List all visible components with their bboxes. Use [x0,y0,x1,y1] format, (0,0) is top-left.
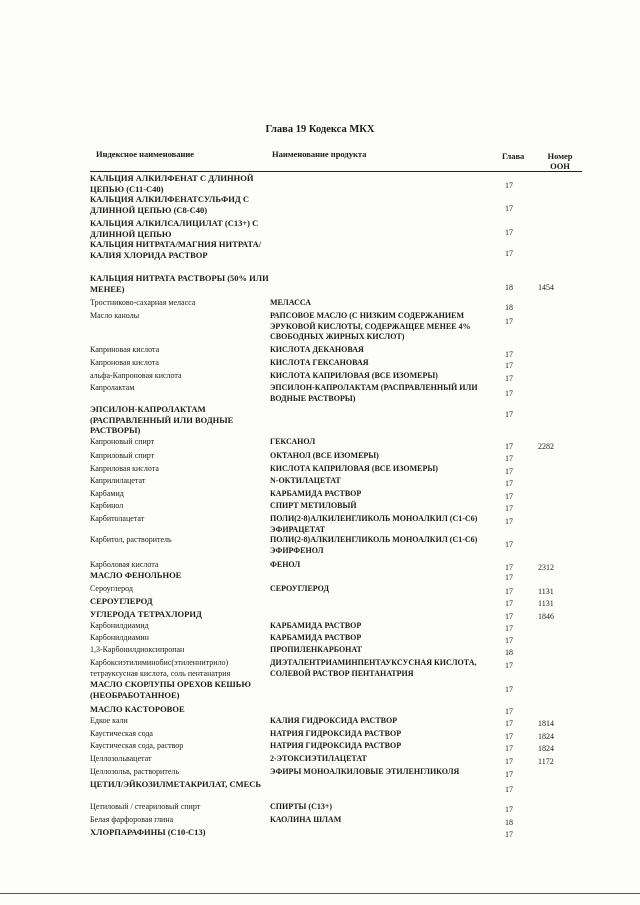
un-number-cell: 1824 [538,732,554,741]
chapter-cell: 17 [505,389,513,398]
chapter-cell: 17 [505,479,513,488]
chapter-cell: 17 [505,661,513,670]
chapter-cell: 17 [505,204,513,213]
index-name-cell: МАСЛО СКОРЛУПЫ ОРЕХОВ КЕШЬЮ (НЕОБРАБОТАННОЕ) [90,679,251,700]
header-chapter: Глава [502,151,525,161]
product-name-cell: КАРБАМИДА РАСТВОР [270,621,362,630]
chapter-cell: 17 [505,685,513,694]
product-name-cell: ЭПСИЛОН-КАПРОЛАКТАМ (РАСПРАВЛЕННЫЙ ИЛИ ВОДНЫЕ РАСТВОРЫ) [270,383,478,403]
chapter-cell: 17 [505,504,513,513]
chapter-cell: 17 [505,719,513,728]
index-name-cell: Целлозольвацетат [90,754,152,763]
un-number-cell: 1172 [538,757,554,766]
chapter-cell: 17 [505,732,513,741]
un-number-cell: 1846 [538,612,554,621]
product-name-cell: КИСЛОТА КАПРИЛОВАЯ (ВСЕ ИЗОМЕРЫ) [270,371,438,380]
index-name-cell: Карбонилдиамин [90,633,149,642]
chapter-cell: 17 [505,757,513,766]
header-divider [90,171,582,172]
index-name-cell: КАЛЬЦИЯ НИТРАТА РАСТВОРЫ (50% ИЛИ МЕНЕЕ) [90,273,269,294]
product-name-cell: СЕРОУГЛЕРОД [270,584,329,593]
product-name-cell: КИСЛОТА ГЕКСАНОВАЯ [270,358,369,367]
chapter-cell: 17 [505,228,513,237]
product-name-cell: КИСЛОТА КАПРИЛОВАЯ (ВСЕ ИЗОМЕРЫ) [270,464,438,473]
product-name-cell: ФЕНОЛ [270,560,301,569]
index-name-cell: Капроновый спирт [90,437,155,446]
un-number-cell: 1814 [538,719,554,728]
index-name-cell: Каприловая кислота [90,464,159,473]
index-name-cell: МАСЛО ФЕНОЛЬНОЕ [90,570,182,580]
product-name-cell: 2-ЭТОКСИЭТИЛАЦЕТАТ [270,754,367,763]
product-name-cell: КАРБАМИДА РАСТВОР [270,489,362,498]
chapter-cell: 17 [505,540,513,549]
product-name-cell: ОКТАНОЛ (ВСЕ ИЗОМЕРЫ) [270,451,379,460]
index-name-cell: Карбамид [90,489,124,498]
index-name-cell: КАЛЬЦИЯ АЛКИЛСАЛИЦИЛАТ (C13+) С ДЛИННОЙ ЦЕПЬЮ [90,218,259,239]
chapter-cell: 17 [505,830,513,839]
product-name-cell: ПРОПИЛЕНКАРБОНАТ [270,645,362,654]
chapter-cell: 17 [505,517,513,526]
index-name-cell: КАЛЬЦИЯ АЛКИЛФЕНАТСУЛЬФИД С ДЛИННОЙ ЦЕПЬЮ (C8-C40) [90,194,249,215]
index-name-cell: Цетиловый / стеариловый спирт [90,802,201,811]
index-name-cell: Целлозольв, растворитель [90,767,180,776]
chapter-cell: 17 [505,587,513,596]
chapter-cell: 17 [505,599,513,608]
chapter-cell: 17 [505,350,513,359]
index-name-cell: Карбитол, растворитель [90,535,172,544]
index-name-cell: УГЛЕРОДА ТЕТРАХЛОРИД [90,609,202,619]
chapter-cell: 17 [505,636,513,645]
index-name-cell: Каприлилацетат [90,476,146,485]
product-name-cell: СПИРТЫ (C13+) [270,802,333,811]
un-number-cell: 1824 [538,744,554,753]
product-name-cell: N-ОКТИЛАЦЕТАТ [270,476,341,485]
product-name-cell: ДИЭТАЛЕНТРИАМИНПЕНТАУКСУСНАЯ КИСЛОТА, СОЛЕВОЙ РАСТВОР ПЕНТАНАТРИЯ [270,658,477,678]
index-name-cell: 1,3-Карбонилдиоксипропан [90,645,185,654]
product-name-cell: ЭФИРЫ МОНОАЛКИЛОВЫЕ ЭТИЛЕНГЛИКОЛЯ [270,767,460,776]
product-name-cell: НАТРИЯ ГИДРОКСИДА РАСТВОР [270,729,402,738]
chapter-cell: 17 [505,442,513,451]
chapter-cell: 18 [505,283,513,292]
index-name-cell: МАСЛО КАСТОРОВОЕ [90,704,185,714]
un-number-cell: 2282 [538,442,554,451]
index-name-cell: Каприновая кислота [90,345,160,354]
chapter-cell: 17 [505,744,513,753]
index-name-cell: Едкое кали [90,716,128,725]
chapter-cell: 17 [505,785,513,794]
chapter-cell: 18 [505,818,513,827]
chapter-cell: 17 [505,492,513,501]
chapter-cell: 17 [505,573,513,582]
index-name-cell: КАЛЬЦИЯ АЛКИЛФЕНАТ С ДЛИННОЙ ЦЕПЬЮ (C11-C40) [90,173,254,194]
page-title: Глава 19 Кодекса МКХ [265,124,375,135]
product-name-cell: КАРБАМИДА РАСТВОР [270,633,362,642]
header-index-name: Индексное наименование [96,149,195,159]
un-number-cell: 1454 [538,283,554,292]
chapter-cell: 18 [505,648,513,657]
index-name-cell: Карбинол [90,501,124,510]
product-name-cell: КАЛИЯ ГИДРОКСИДА РАСТВОР [270,716,398,725]
product-name-cell: НАТРИЯ ГИДРОКСИДА РАСТВОР [270,741,402,750]
product-name-cell: КИСЛОТА ДЕКАНОВАЯ [270,345,364,354]
product-name-cell: КАОЛИНА ШЛАМ [270,815,342,824]
index-name-cell: ЭПСИЛОН-КАПРОЛАКТАМ (РАСПРАВЛЕННЫЙ ИЛИ ВОДНЫЕ РАСТВОРЫ) [90,404,234,435]
product-name-cell: РАПСОВОЕ МАСЛО (С НИЗКИМ СОДЕРЖАНИЕМ ЭРУКОВОЙ КИСЛОТЫ, СОДЕРЖАЩЕЕ МЕНЕЕ 4% СВОБОДНЫХ ЖИРНЫХ КИСЛОТ) [270,311,471,341]
index-name-cell: КАЛЬЦИЯ НИТРАТА/МАГНИЯ НИТРАТА/КАЛИЯ ХЛОРИДА РАСТВОР [90,239,262,260]
product-name-cell: ПОЛИ(2-8)АЛКИЛЕНГЛИКОЛЬ МОНОАЛКИЛ (C1-C6) ЭФИРФЕНОЛ [270,535,478,555]
chapter-cell: 17 [505,361,513,370]
product-name-cell: ПОЛИ(2-8)АЛКИЛЕНГЛИКОЛЬ МОНОАЛКИЛ (C1-C6) ЭФИРАЦЕТАТ [270,514,478,534]
index-name-cell: Каустическая сода [90,729,153,738]
index-name-cell: Капроновая кислота [90,358,159,367]
chapter-cell: 17 [505,249,513,258]
index-name-cell: СЕРОУГЛЕРОД [90,596,153,606]
index-name-cell: Карбонилдиамид [90,621,149,630]
header-product-name: Наименование продукта [272,149,367,159]
chapter-cell: 17 [505,374,513,383]
product-name-cell: ГЕКСАНОЛ [270,437,316,446]
chapter-cell: 17 [505,563,513,572]
index-name-cell: ХЛОРПАРАФИНЫ (C10-C13) [90,827,206,837]
un-number-cell: 1131 [538,599,554,608]
index-name-cell: Белая фарфоровая глина [90,815,174,824]
header-un-number: Номер ООН [547,151,573,171]
chapter-cell: 17 [505,410,513,419]
chapter-cell: 17 [505,454,513,463]
chapter-cell: 17 [505,467,513,476]
chapter-cell: 18 [505,303,513,312]
index-name-cell: Каустическая сода, раствор [90,741,184,750]
index-name-cell: Карбитолацетат [90,514,145,523]
chapter-cell: 17 [505,181,513,190]
chapter-cell: 17 [505,612,513,621]
index-name-cell: альфа-Капроновая кислота [90,371,182,380]
index-name-cell: Сероуглерод [90,584,133,593]
index-name-cell: Капролактам [90,383,135,392]
index-name-cell: Тростниково-сахарная меласса [90,298,196,307]
product-name-cell: СПИРТ МЕТИЛОВЫЙ [270,501,357,510]
chapter-cell: 17 [505,805,513,814]
index-name-cell: Карболовая кислота [90,560,159,569]
un-number-cell: 2312 [538,563,554,572]
index-name-cell: Каприловый спирт [90,451,155,460]
index-name-cell: Масло канолы [90,311,140,320]
chapter-cell: 17 [505,707,513,716]
chapter-cell: 17 [505,624,513,633]
chapter-cell: 17 [505,317,513,326]
footer-divider [0,893,640,894]
index-name-cell: ЦЕТИЛ/ЭЙКОЗИЛМЕТАКРИЛАТ, СМЕСЬ [90,779,262,789]
product-name-cell: МЕЛАССА [270,298,312,307]
index-name-cell: Карбоксиэтилиминобис(этиленнитрило) тетрауксусная кислота, соль пентанатрия [90,658,231,678]
un-number-cell: 1131 [538,587,554,596]
chapter-cell: 17 [505,770,513,779]
